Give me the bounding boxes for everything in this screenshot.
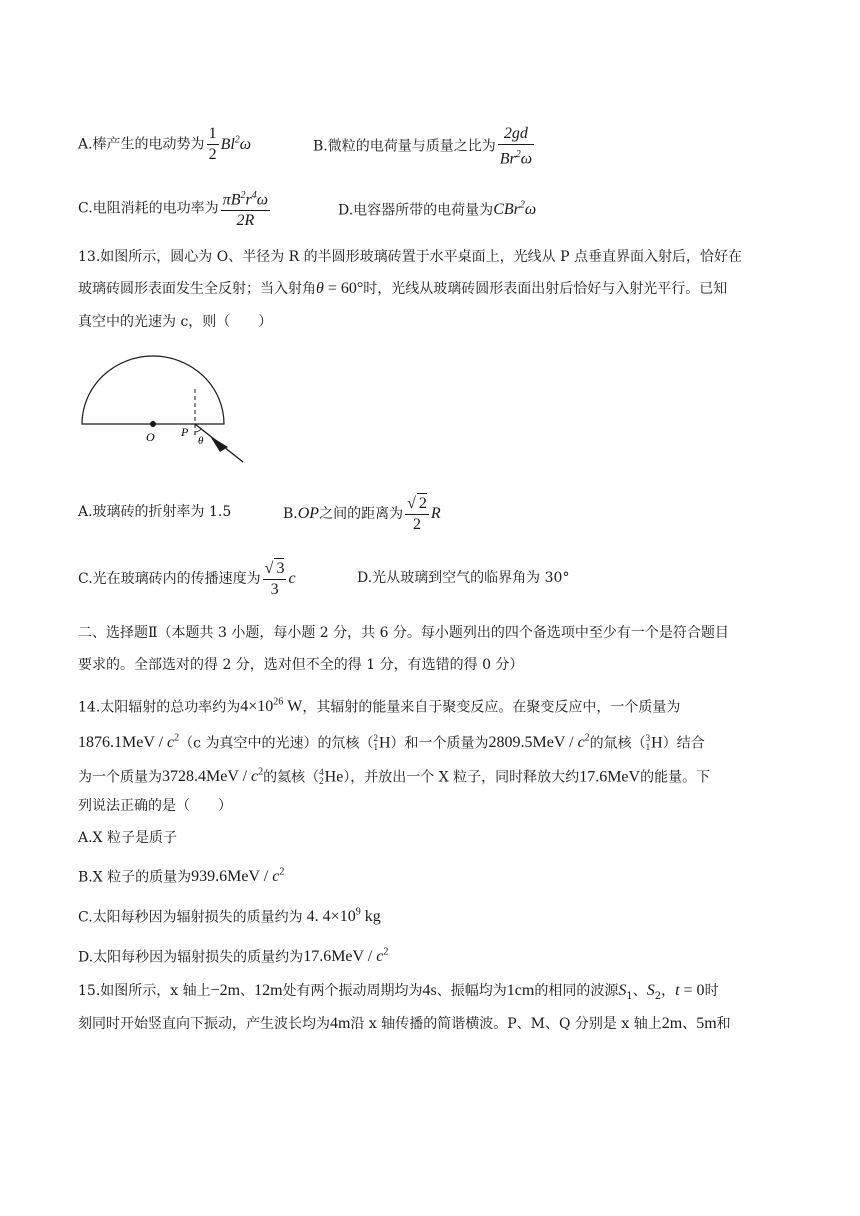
fraction: $\frac{√ 3}{3}$ <box>264 560 285 598</box>
stem-text: 的相同的波源 <box>534 983 619 999</box>
stem-text: 为一个质量为 <box>78 769 162 786</box>
q13-stem-line1: 13.如图所示，圆心为 O、半径为 R 的半圆形玻璃砖置于水平桌面上，光线从 P 点垂直界面入射后，恰好在 <box>78 249 742 265</box>
stem-text: 、 <box>240 983 255 999</box>
stem-text: 沿 x 轴传播的简谐横波。P、M、Q 分别是 x 轴上 <box>350 1016 662 1032</box>
fraction: $\frac{√ 2}{2}$ <box>407 495 427 533</box>
q15-stem-line2: 刻同时开始竖直向下振动，产生波长均为4m沿 x 轴传播的简谐横波。P、M、Q 分别是 x 轴上2m、5m和 <box>78 1015 731 1032</box>
stem-text: 的氚核（ <box>589 735 646 752</box>
stem-text: 14.太阳辐射的总功率约为 <box>78 699 241 716</box>
stem-text: 、振幅均为 <box>436 983 507 999</box>
q13-option-c: C.光在玻璃砖内的传播速度为 $\frac{√ 3}{3}$ c <box>78 560 296 598</box>
stem-text: 15.如图所示，x 轴上 <box>78 983 211 999</box>
stem-text: ）和一个质量为 <box>390 735 489 752</box>
q14-stem-line2: $1876.1MeV / c^2(c$ 为真空中的光速）的氘核（ 2 1 H）和一个质量为$2809.5MeV / c^2$的氚核（ 3 1 H）结合 <box>78 733 705 753</box>
q13-option-d: D.光从玻璃到空气的临界角为 30° <box>357 570 570 586</box>
semicircle-outline <box>82 356 224 424</box>
q13-stem-line3: 真空中的光速为 c，则（ ） <box>78 314 273 330</box>
option-text: D.太阳每秒因为辐射损失的质量约为 <box>78 949 304 966</box>
q14-option-c: C.太阳每秒因为辐射损失的质量约为 4. $4\times 10^9$ kg <box>78 907 381 926</box>
option-text: B.微粒的电荷量与质量之比为 <box>313 138 496 155</box>
option-text: C.电阻消耗的电功率为 <box>78 200 219 217</box>
stem-text: 时，光线从玻璃砖圆形表面出射后恰好与入射光平行。已知 <box>363 281 728 297</box>
angle-arc <box>195 429 201 432</box>
stem-text: 玻璃砖圆形表面发生全反射；当入射角 <box>78 281 316 297</box>
incident-arrow <box>210 436 228 452</box>
fraction: $\frac{1}{2}$ <box>208 125 217 163</box>
stem-text: 时 <box>704 983 719 999</box>
q14-option-d: D.太阳每秒因为辐射损失的质量约为$17.6MeV / c^2$ <box>78 947 389 966</box>
label-o: O <box>146 430 155 444</box>
stem-text: 和 <box>716 1016 731 1032</box>
section2-line1: 二、选择题Ⅱ（本题共 3 小题，每小题 2 分，共 6 分。每小题列出的四个备选项中至少有一个是符合题目 <box>78 625 729 641</box>
section2-line2: 要求的。全部选对的得 2 分，选对但不全的得 1 分，有选错的得 0 分） <box>78 657 524 673</box>
option-text: D.电容器所带的电荷量为 <box>338 202 494 219</box>
option-text: 之间的距离为 <box>319 506 404 522</box>
fraction: $\frac{2gd}{Br^2\omega}$ <box>499 125 533 168</box>
stem-text: 的氦核（ <box>263 769 320 786</box>
option-text: B. <box>283 506 298 522</box>
label-theta: θ <box>198 435 204 447</box>
center-point-o <box>150 421 156 427</box>
fraction: $\frac{\pi B^2r^4\omega}{2R}$ <box>221 186 270 231</box>
q14-stem-line3: 为一个质量为$3728.4MeV / c^2$的氦核（ 4 2 He），并放出一个 X 粒子，同时释放大约17.6MeV的能量。下 <box>78 767 711 787</box>
stem-text: 的能量。下 <box>640 769 711 786</box>
option-text: A.棒产生的电动势为 <box>78 136 205 153</box>
stem-text: ，其辐射的能量来自于聚变反应。在聚变反应中，一个质量为 <box>302 699 681 716</box>
stem-text: （c 为真空中的光速）的氘核（ <box>179 735 374 752</box>
q13-stem-line2: 玻璃砖圆形表面发生全反射；当入射角θ = 60°时，光线从玻璃砖圆形表面出射后恰好与入射光平行。已知 <box>78 280 728 297</box>
stem-text: 刻同时开始竖直向下振动，产生波长均为 <box>78 1016 330 1032</box>
label-p: P <box>181 425 189 439</box>
q13-option-a: A.玻璃砖的折射率为 1.5 <box>78 504 232 520</box>
semicircle-glass-figure <box>78 352 268 447</box>
q13-option-b: B.OP之间的距离为 $\frac{√ 2}{2}$ R <box>283 495 441 533</box>
q14-option-a: A.X 粒子是质子 <box>78 830 177 846</box>
stem-text: ），并放出一个 X 粒子，同时释放大约 <box>343 769 580 786</box>
q14-stem-line4: 列说法正确的是（ ） <box>78 798 232 814</box>
q15-stem-line1: 15.如图所示，x 轴上−2m、12m处有两个振动周期均为4s、振幅均为1cm的相同的波源$S_1$、$S_2$，t = 0时 <box>78 982 719 1002</box>
q12-option-b <box>313 124 536 169</box>
q12-option-d: D.电容器所带的电荷量为CBr$^2$ω <box>338 200 537 219</box>
option-text: B.X 粒子的质量为 <box>78 869 192 886</box>
stem-text: ）结合 <box>662 735 705 752</box>
q14-stem-line1: 14.太阳辐射的总功率约为$4\times 10^{26}$ W，其辐射的能量来自于聚变反应。在聚变反应中，一个质量为 <box>78 697 681 716</box>
stem-text: 处有两个振动周期均为 <box>282 983 423 999</box>
option-text: C.太阳每秒因为辐射损失的质量约为 <box>78 909 303 926</box>
q12-option-c <box>78 186 272 231</box>
q12-option-a: A.棒产生的电动势为 $\frac{1}{2}$ Bl$^2$ω <box>78 125 252 163</box>
q14-option-b: B.X 粒子的质量为$939.6MeV / c^2$ <box>78 867 285 886</box>
option-text: C.光在玻璃砖内的传播速度为 <box>78 571 261 587</box>
